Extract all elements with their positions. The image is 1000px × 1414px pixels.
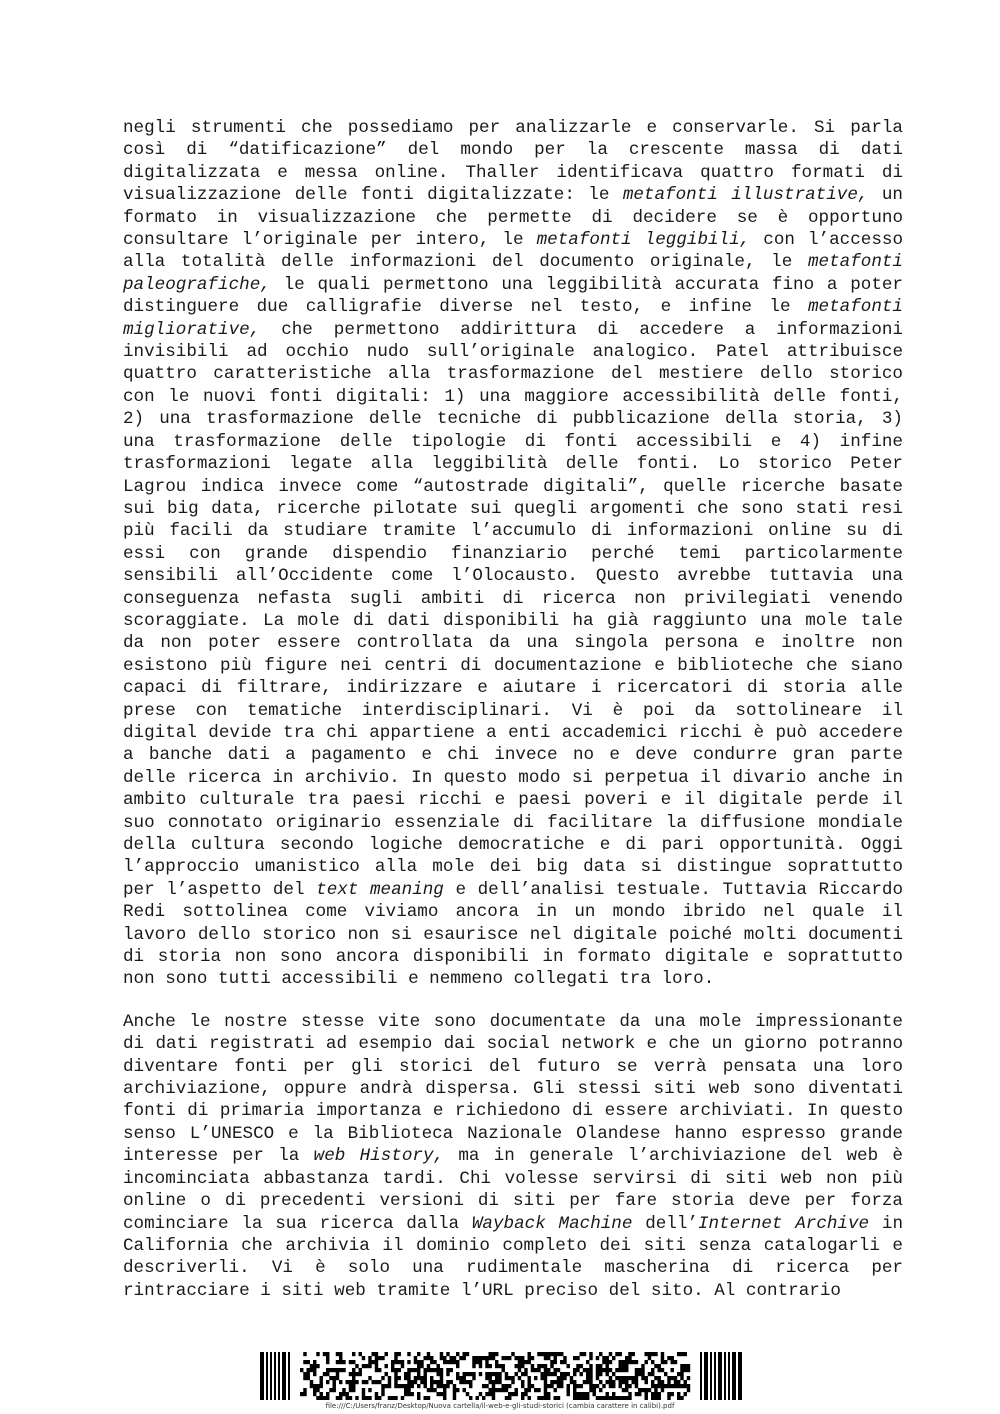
italic-run: web History, bbox=[313, 1146, 445, 1167]
text-run: ma in generale l’archiviazione del web è incominciata abbastanza tardi. Chi volesse servirsi di siti web non più online o di precedenti versioni di siti per fare storia deve per forza cominciare la sua ricerca dalla bbox=[123, 1146, 903, 1234]
paragraph bbox=[123, 1011, 903, 1302]
text-run: che permettono addirittura di accedere a informazioni invisibili ad occhio nudo sull’originale analogico. Patel attribuisce quattro caratteristiche alla trasformazione del mestiere dello storico con le nuovi fonti digitali: 1) una maggiore accessibilità delle fonti, 2) una trasformazione delle tecniche di pubblicazione della storia, 3) una trasformazione delle tipologie di fonti accessibili e 4) infine trasformazioni legate alla leggibilità delle fonti. Lo storico Peter Lagrou indica invece come “autostrade digitali”, quelle ricerche basate sui big data, ricerche pilotate sui quegli argomenti che sono stati resi più facili da studiare tramite l’accumulo di informazioni online su di essi con grande dispendio finanziario perché temi particolarmente sensibili all’Occidente come l’Olocausto. Questo avrebbe tuttavia una conseguenza nefasta sugli ambiti di ricerca non privilegiati venendo scoraggiate. La mole di dati disponibili ha già raggiunto una mole tale da non poter essere controllata da una singola persona e inoltre non esistono più figure nei centri di documentazione e biblioteche che siano capaci di filtrare, indirizzare e aiutare i ricercatori di storia alle prese con tematiche interdisciplinari. Vi è poi da sottolineare il digital devide tra chi appartiene a enti accademici ricchi è può accedere a banche dati a pagamento e chi invece no e deve condurre gran parte delle ricerca in archivio. In questo modo si perpetua il divario anche in ambito culturale tra paesi ricchi e paesi poveri e il digitale perde il suo connotato originario essenziale di facilitare la diffusione mondiale della cultura secondo logiche democratiche e di pari opportunità. Oggi l’approccio umanistico alla mole dei big data si distingue soprattutto per l’aspetto del bbox=[123, 319, 903, 900]
text-run: negli strumenti che possediamo per analizzarle e conservarle. Si parla così di “datificazione” del mondo per la crescente massa di dati digitalizzata e messa online. Thaller identificava quattro formati di visualizzazione delle fonti digitalizzate: le bbox=[123, 118, 903, 206]
italic-run: metafonti migliorative, bbox=[123, 297, 903, 340]
text-run: con l’accesso alla totalità delle informazioni del documento originale, le bbox=[123, 230, 903, 273]
italic-run: metafonti illustrative, bbox=[622, 185, 869, 206]
text-run: in California che archivia il dominio completo dei siti senza catalogarli e descriverli. Vi è solo una rudimentale mascherina di ricerca per rintracciare i siti web tramite l’URL preciso del sito. Al contrario bbox=[123, 1213, 903, 1301]
italic-run: Wayback Machine bbox=[471, 1213, 633, 1234]
paragraph bbox=[123, 117, 903, 991]
body-text bbox=[123, 117, 903, 1322]
text-run: dell’ bbox=[632, 1213, 698, 1234]
footer-file-path: file:///C:/Users/franz/Desktop/Nuova cartella/il-web-e-gli-studi-storici (cambia carattere in calibi).pdf bbox=[325, 1402, 675, 1410]
italic-run: metafonti leggibili, bbox=[536, 230, 751, 251]
text-run: un formato in visualizzazione che permette di decidere se è opportuno consultare l’originale per intero, le bbox=[123, 185, 903, 251]
italic-run: metafonti paleografiche, bbox=[123, 252, 903, 295]
italic-run: text meaning bbox=[316, 879, 444, 900]
barcode bbox=[260, 1352, 742, 1400]
text-run: e dell’analisi testuale. Tuttavia Riccardo Redi sottolinea come viviamo ancora in un mondo ibrido nel quale il lavoro dello storico non si esaurisce nel digitale poiché molti documenti di storia non sono ancora disponibili in formato digitale e soprattutto non sono tutti accessibili e nemmeno collegati tra loro. bbox=[123, 879, 904, 990]
italic-run: Internet Archive bbox=[697, 1213, 870, 1234]
barcode-graphic bbox=[260, 1352, 742, 1400]
text-run: le quali permettono una leggibilità accurata fino a poter distinguere due calligrafie diverse nel testo, e infine le bbox=[123, 274, 903, 318]
text-run: Anche le nostre stesse vite sono documentate da una mole impressionante di dati registrati ad esempio dai social network e che un giorno potranno diventare fonti per gli storici del futuro se verrà pensata una loro archiviazione, oppure andrà dispersa. Gli stessi siti web sono diventati fonti di primaria importanza e richiedono di essere archiviati. In questo senso L’UNESCO e la Biblioteca Nazionale Olandese hanno espresso grande interesse per la bbox=[123, 1011, 903, 1167]
